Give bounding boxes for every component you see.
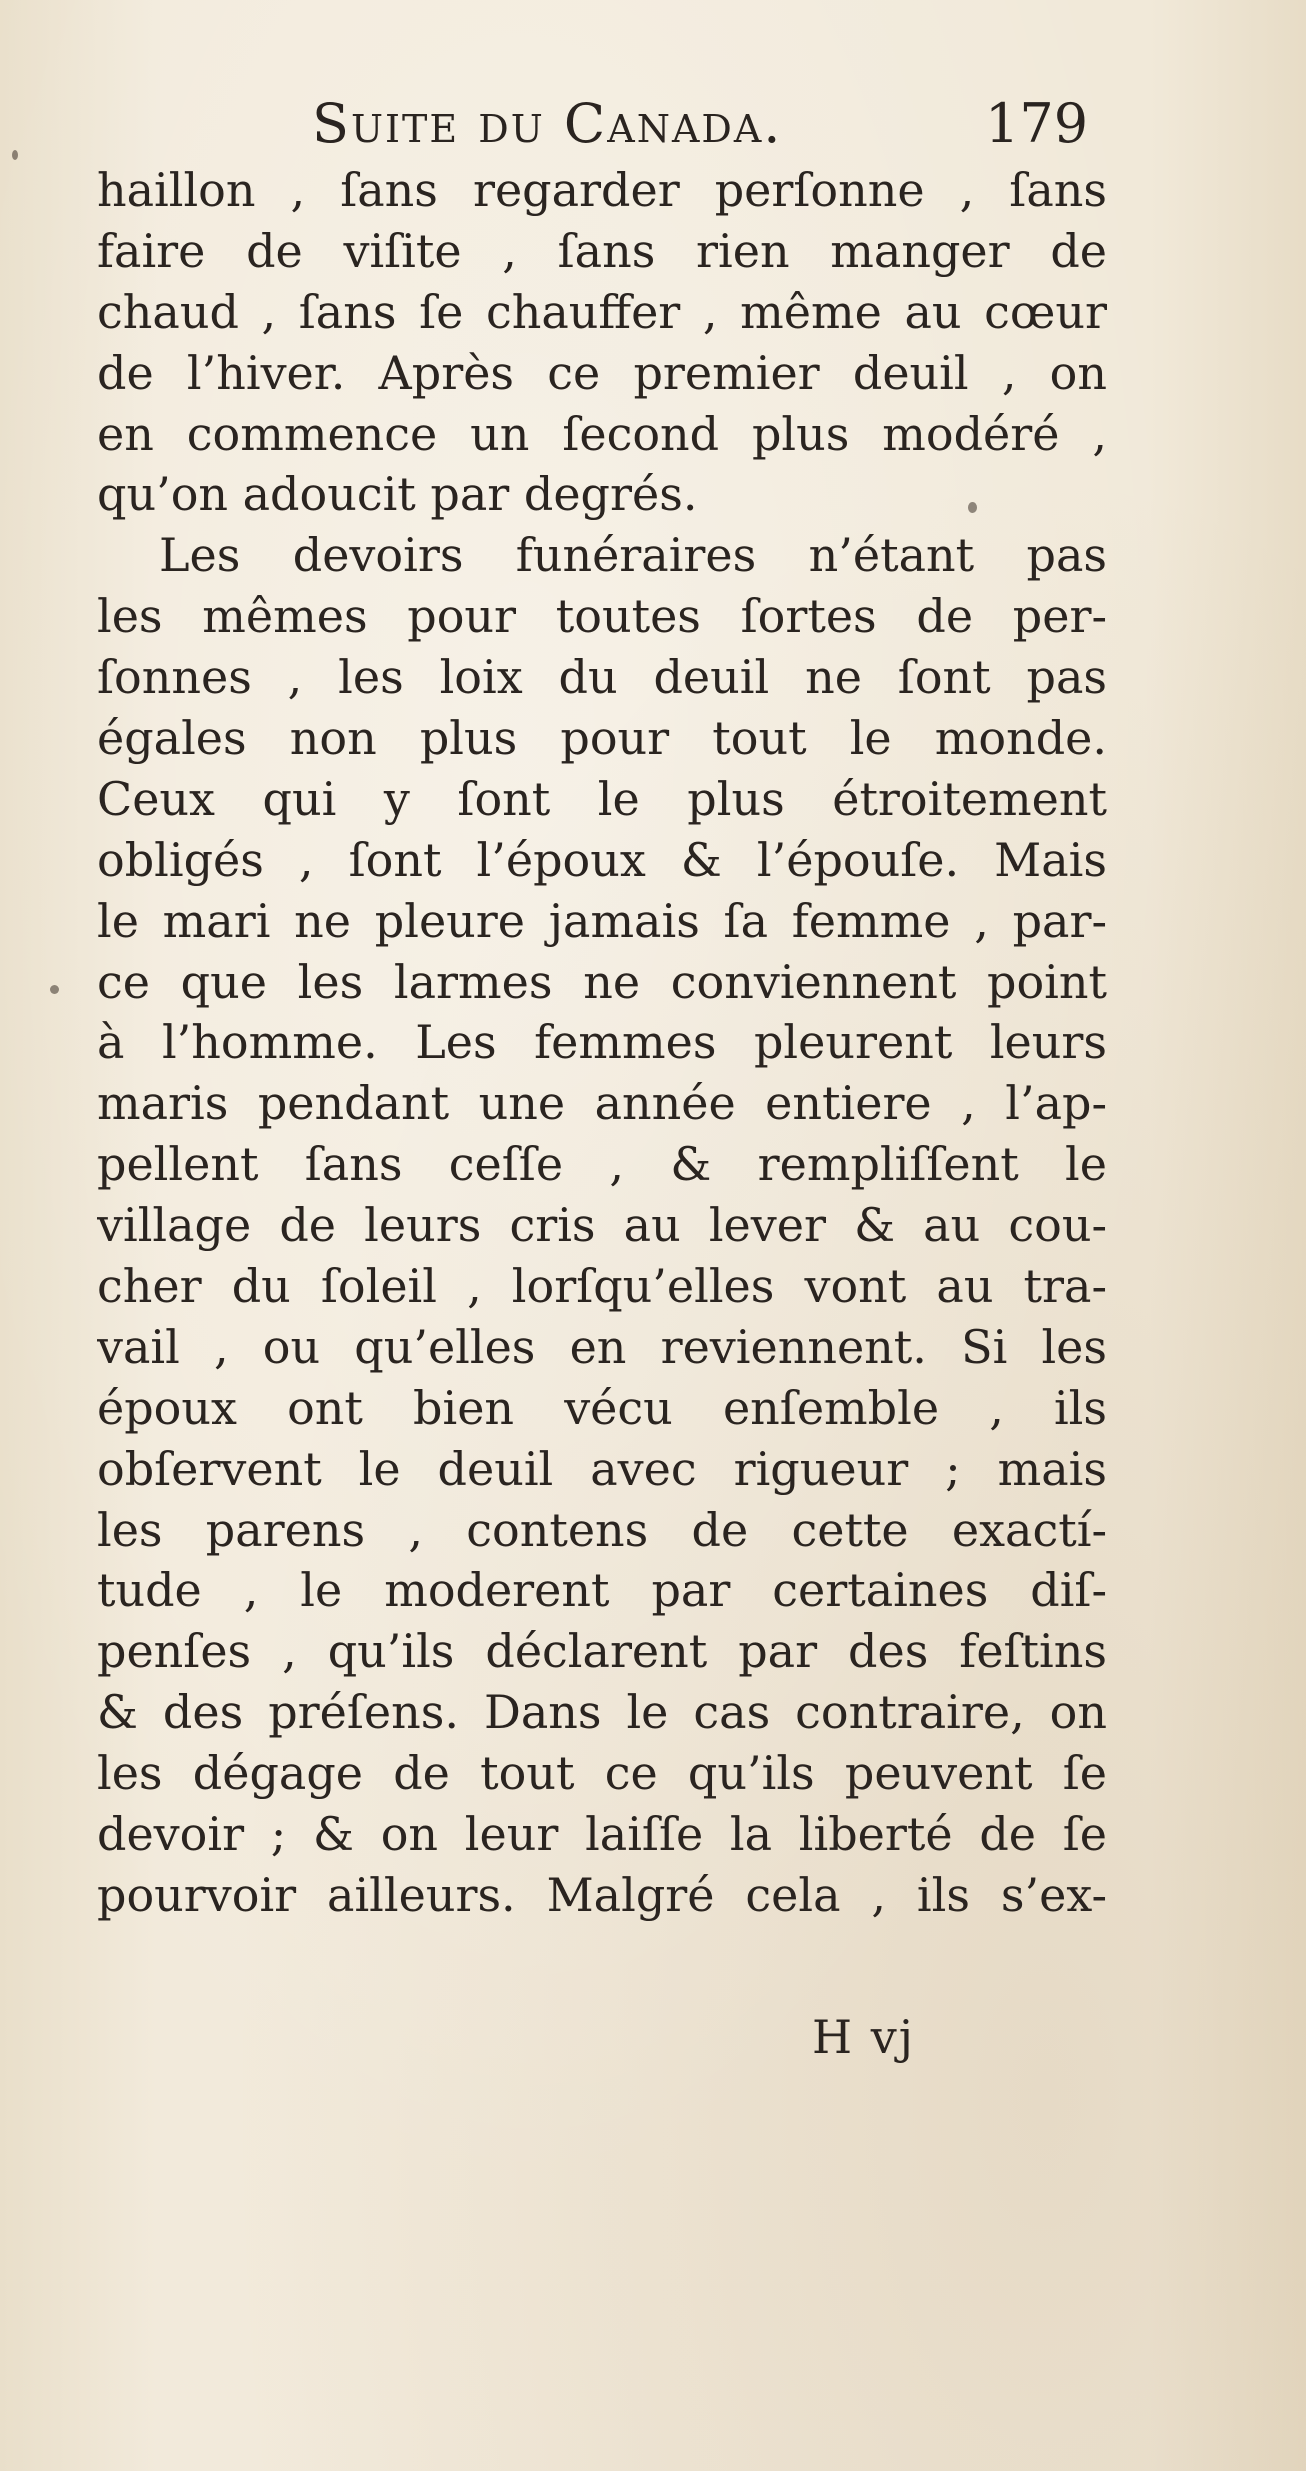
body-text xyxy=(97,160,1107,1926)
text-line: pellent ſans ceſſe , & rempliſſent le xyxy=(97,1137,1107,1192)
text-line: obligés , ſont l’époux & l’épouſe. Mais xyxy=(97,832,1107,887)
text-line: & des préſens. Dans le cas contraire, on xyxy=(97,1685,1107,1740)
text-line: le mari ne pleure jamais ſa femme , par- xyxy=(97,893,1107,948)
ink-spot xyxy=(12,150,18,160)
text-line: en commence un ſecond plus modéré , xyxy=(97,406,1107,461)
text-line: les mêmes pour toutes ſortes de per- xyxy=(97,589,1107,644)
text-line: qu’on adoucit par degrés. xyxy=(97,467,698,522)
text-line: ce que les larmes ne conviennent point xyxy=(97,954,1107,1009)
signature-mark: H vj xyxy=(812,2010,915,2064)
text-line: vail , ou qu’elles en reviennent. Si les xyxy=(97,1319,1107,1374)
page-number: 179 xyxy=(985,92,1089,155)
text-line: maris pendant une année entiere , l’ap- xyxy=(97,1076,1107,1131)
text-line: Les devoirs funéraires n’étant pas xyxy=(159,528,1107,583)
ink-spot xyxy=(50,985,59,994)
text-line: cher du ſoleil , lorſqu’elles vont au tra- xyxy=(97,1259,1107,1314)
text-line: faire de viſite , ſans rien manger de xyxy=(97,223,1107,278)
text-line: obſervent le deuil avec rigueur ; mais xyxy=(97,1441,1107,1496)
text-line: époux ont bien vécu enſemble , ils xyxy=(97,1380,1107,1435)
text-line: Ceux qui y ſont le plus étroitement xyxy=(97,771,1107,826)
text-line: pourvoir ailleurs. Malgré cela , ils s’ex- xyxy=(97,1867,1107,1922)
text-line: les parens , contens de cette exactí- xyxy=(97,1502,1107,1557)
text-line: ſonnes , les loix du deuil ne ſont pas xyxy=(97,650,1107,705)
text-line: à l’homme. Les femmes pleurent leurs xyxy=(97,1015,1107,1070)
text-line: devoir ; & on leur laiſſe la liberté de ſe xyxy=(97,1807,1107,1862)
text-line: de l’hiver. Après ce premier deuil , on xyxy=(97,345,1107,400)
text-line: égales non plus pour tout le monde. xyxy=(97,711,1107,766)
text-line: village de leurs cris au lever & au cou- xyxy=(97,1198,1107,1253)
text-line: penſes , qu’ils déclarent par des feſtins xyxy=(97,1624,1107,1679)
ink-spot xyxy=(968,502,977,513)
text-line: chaud , ſans ſe chauffer , même au cœur xyxy=(97,284,1107,339)
running-title: Suite du Canada. xyxy=(312,92,783,155)
text-line: les dégage de tout ce qu’ils peuvent ſe xyxy=(97,1746,1107,1801)
text-line: haillon , ſans regarder perſonne , ſans xyxy=(97,163,1107,217)
text-line: tude , le moderent par certaines diſ- xyxy=(97,1563,1107,1618)
